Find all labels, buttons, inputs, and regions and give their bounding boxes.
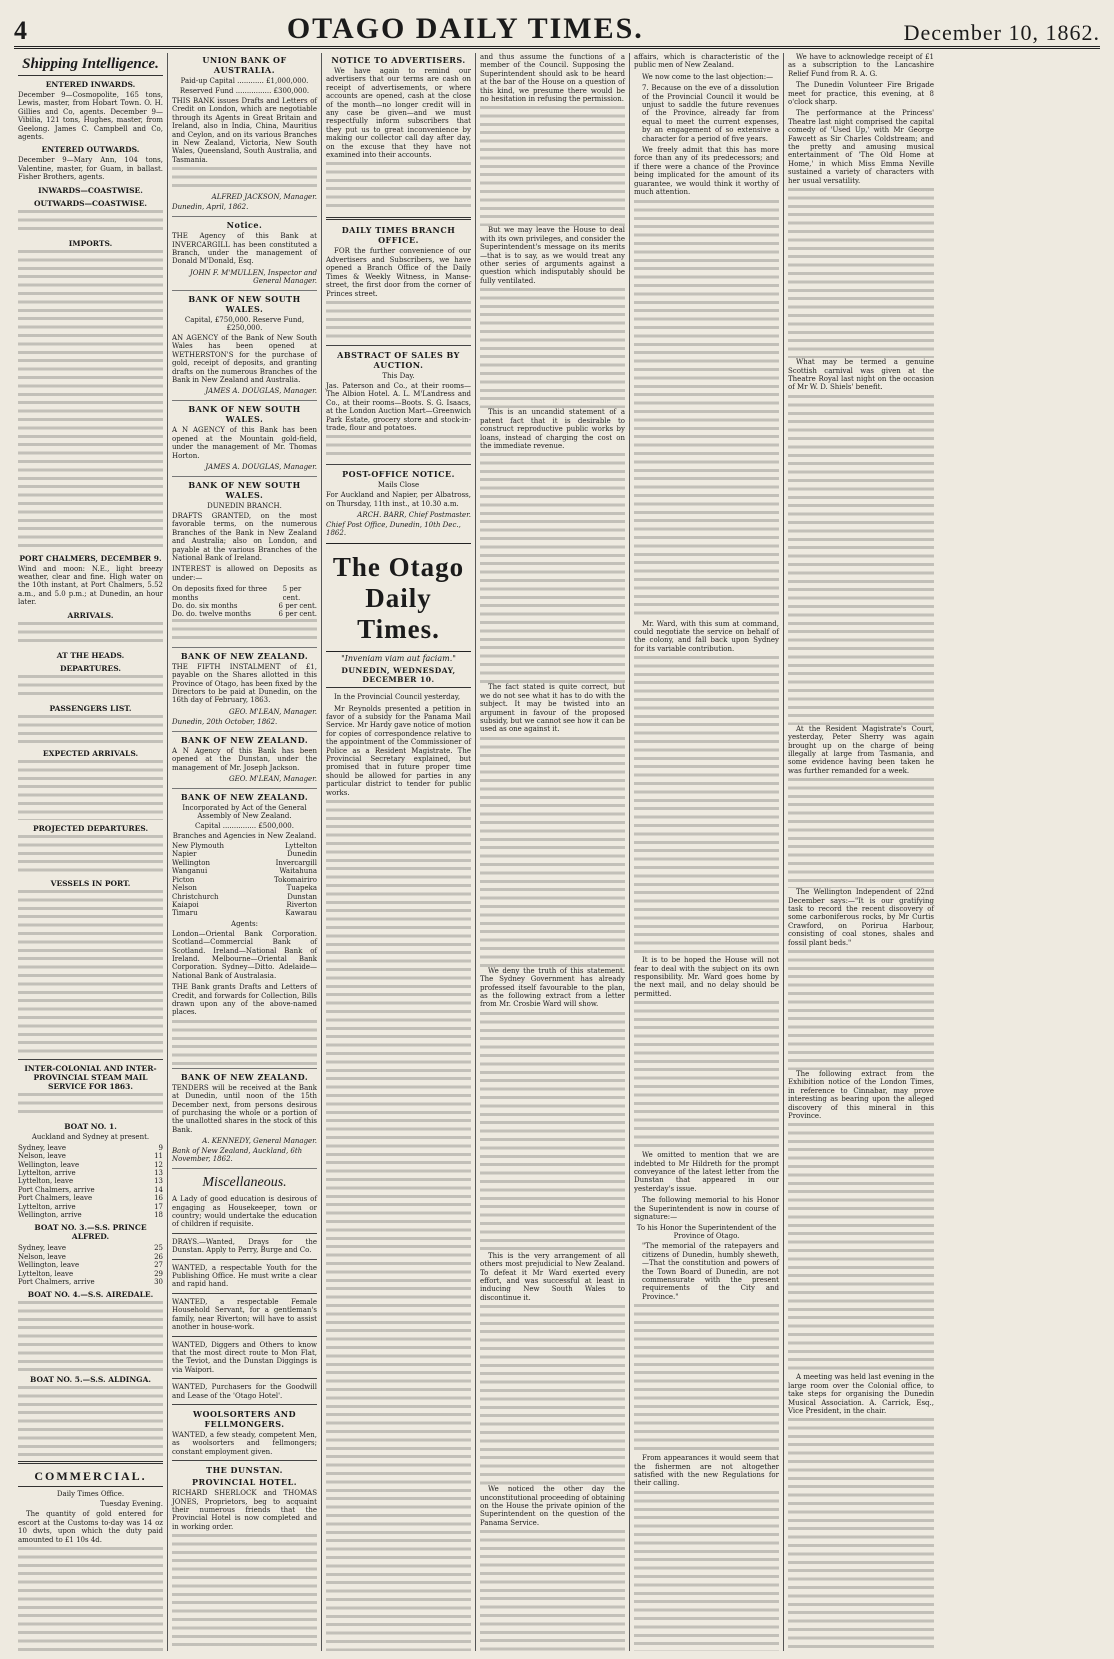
divider (326, 217, 471, 220)
article-text: In the Provincial Council yesterday, (334, 693, 461, 702)
article-quote: 7. Because on the eve of a dissolution of the Provincial Council it would be unjust to saddle the future revenues of the Province, already far from equal to meet the current expenses, by an engagement of so extensive a character for a period of five years. (642, 84, 779, 143)
at-the-heads-header: AT THE HEADS. (56, 650, 125, 660)
ad-signature: GEO. M'LEAN, Manager. (229, 775, 317, 784)
ad-title: BANK OF NEW ZEALAND. (180, 650, 309, 661)
table-row: Sydney, leave 25 (18, 1244, 163, 1253)
article-text: But we may leave the House to deal with its own privileges, and consider the Superintendent's message on its merits—that is to say, as we would treat any other series of arguments against a question which indisputably should be fully ventilated. (480, 226, 625, 285)
article-text-more (634, 1491, 779, 1651)
intercolonial-header: INTER-COLONIAL AND INTER-PROVINCIAL STEAM MAIL SERVICE FOR 1863. (24, 1063, 157, 1091)
bnsw2-ad (172, 404, 317, 477)
ad-title: BANK OF NEW SOUTH WALES. (188, 404, 301, 425)
ad-signature: A. KENNEDY, General Manager. (202, 1137, 317, 1146)
article-text: We deny the truth of this statement. The Sydney Government has already professed itself favourable to the plan, as the following extract from a letter from Mr. Crosbie Ward will show. (480, 966, 625, 1009)
news-item: The following extract from the Exhibition notice of the London Times, in reference to Cinnabar, may prove interesting as bearing upon the alleged discovery of this mineral in this Province. (788, 1070, 934, 1121)
notice-ad (172, 220, 317, 291)
article-text: We now come to the last objection:— (642, 72, 774, 81)
table-row: Sydney, leave 9 (18, 1143, 163, 1152)
expected-header: EXPECTED ARRIVALS. (42, 748, 139, 758)
ad-line: Capital, £750,000. Reserve Fund, £250,000. (184, 315, 305, 332)
commercial-title: COMMERCIAL. (18, 1469, 163, 1487)
ad-place: Dunedin, April, 1862. (172, 203, 249, 212)
article-text-more (480, 737, 625, 967)
ad-text: INTEREST is allowed on Deposits as under:— (172, 565, 317, 582)
ad-text: A N Agency of this Bank has been opened at the Dunstan, under the management of Mr. Joseph Jackson. (172, 746, 317, 772)
divider (18, 1059, 163, 1060)
ad-text-more (172, 1020, 317, 1065)
ad-text: AN AGENCY of the Bank of New South Wales has been opened at WETHERSTON'S for the purchase of gold, receipt of deposits, and granting drafts on the numerous Branches of the Bank in New Zealand and Australia. (172, 333, 317, 384)
misc-ad: A Lady of good education is desirous of engaging as Housekeeper, town or country; would undertake the education of children if requisite. (172, 1195, 317, 1229)
ad-title: Notice. (226, 220, 263, 231)
column-2 (168, 53, 322, 1651)
misc-ad: RICHARD SHERLOCK and THOMAS JONES, Proprietors, beg to acquaint their numerous friends that the Provincial Hotel is now completed and in working order. (172, 1489, 317, 1531)
table-row: Lyttelton, arrive 13 (18, 1168, 163, 1177)
table-row: Port Chalmers, arrive 14 (18, 1185, 163, 1194)
table-row: Nelson Tuapeka (172, 884, 317, 893)
motto: "Inveniam viam aut faciam." (341, 654, 456, 664)
table-row: Kaiapoi Riverton (172, 900, 317, 909)
article-text: It is to be hoped the House will not fear to deal with the subject on its own responsibility. Mr. Ward goes home by the next mail, and no delay should be permitted. (634, 956, 779, 998)
article-text: and thus assume the functions of a member of the Council. Supposing the Superintendent should ask to be heard at the bar of the House on a question of this kind, we presume there would be no hesitation in refusing the permission. (480, 53, 625, 104)
divider (172, 1460, 317, 1461)
ad-line: DUNEDIN BRANCH. (207, 501, 282, 510)
ad-line: Incorporated by Act of the General Assembly of New Zealand. (182, 804, 307, 821)
ad-signature: ALFRED JACKSON, Manager. (211, 193, 317, 202)
branch-office-more (326, 301, 471, 341)
notice-text: We have again to remind our advertisers that our terms are cash on receipt of advertisements, or where accounts are opened, cash at the close of the month—no longer credit will in any case be given—and we must respectfully inform subscribers that they put us to great inconvenience by making our collector call day after day, on the excuse that they have not examined into their accounts. (326, 67, 471, 160)
arrivals-text (18, 622, 163, 647)
ad-text-more (172, 167, 317, 192)
table-row: Wanganui Waitahuna (172, 867, 317, 876)
imports-text (18, 250, 163, 550)
article-text: We noticed the other day the unconstitutional proceeding of obtaining on the House the private opinion of the Superintendent on the question of the Panama Service. (480, 1485, 625, 1527)
article-text: This is an uncandid statement of a patent fact that it is desirable to construct reproductive public works by loans, instead of charging the cost on the immediate revenue. (480, 408, 625, 450)
article-text: Mr. Ward, with this sum at command, could negotiate the service on behalf of the colony, and fall back upon Sydney for its variable contribution. (634, 619, 779, 653)
port-chalmers-header: PORT CHALMERS, DECEMBER 9. (19, 553, 162, 563)
ad-title: BANK OF NEW SOUTH WALES. (188, 479, 301, 500)
table-row: Wellington, arrive 18 (18, 1210, 163, 1219)
article-text-more (480, 1305, 625, 1485)
misc-ad: WANTED, Purchasers for the Goodwill and Lease of the 'Otago Hotel'. (172, 1383, 317, 1400)
ad-title: PROVINCIAL HOTEL. (192, 1477, 297, 1488)
commercial-date: Tuesday Evening. (100, 1500, 163, 1509)
table-row: Timaru Kawarau (172, 909, 317, 918)
notice-title: NOTICE TO ADVERTISERS. (331, 55, 466, 65)
arrivals-header: ARRIVALS. (67, 610, 114, 620)
ad-text: TENDERS will be received at the Bank at Dunedin, until noon of the 15th December next, from persons desirous of purchasing the whole or a portion of the unallotted shares in the stock of this Bank. (172, 1083, 317, 1134)
ad-text: A N AGENCY of this Bank has been opened at the Mountain gold-field, under the management of Mr. Thomas Horton. (172, 426, 317, 460)
ad-text: THE FIFTH INSTALMENT of £1, payable on the Shares allotted in this Province of Otago, has been fixed by the Directors to be paid at Dunedin, on the 16th day of February, 1863. (172, 662, 317, 705)
article-text: The following memorial to his Honor the Superintendent is now in course of signature:— (634, 1196, 779, 1221)
boat-3-header: BOAT NO. 3.—S.S. PRINCE ALFRED. (34, 1223, 147, 1242)
ad-text: London—Oriental Bank Corporation. Scotland—Commercial Bank of Scotland. Ireland—National Bank of Ireland. Melbourne—Oriental Bank Corporation. Sydney—Ditto. Adelaide—National Bank of Australasia. (172, 929, 317, 980)
bnz4-ad (172, 1072, 317, 1169)
post-office-signature: ARCH. BARR, Chief Postmaster. (357, 511, 471, 520)
branch-office-text: FOR the further convenience of our Advertisers and Subscribers, we have opened a Branch Office of the Daily Times & Weekly Witness, in Manse-street, the first door from the corner of Princes street. (326, 247, 471, 298)
divider (172, 1259, 317, 1260)
imports-header: IMPORTS. (68, 238, 113, 248)
ad-title: BANK OF NEW SOUTH WALES. (188, 293, 301, 314)
boat-5-header: BOAT NO. 5.—S.S. ALDINGA. (29, 1375, 152, 1385)
column-5 (630, 53, 784, 1651)
projected-text (18, 835, 163, 875)
boat-3-table (18, 1244, 163, 1286)
table-row: Nelson, leave 26 (18, 1252, 163, 1261)
article-text-more (480, 453, 625, 683)
ad-title: BANK OF NEW ZEALAND. (180, 734, 309, 745)
divider (326, 464, 471, 465)
ad-title: BANK OF NEW ZEALAND. (180, 792, 309, 803)
ad-title: THE DUNSTAN. (206, 1465, 283, 1476)
misc-ad: DRAYS.—Wanted, Drays for the Dunstan. Apply to Perry, Burge and Co. (172, 1237, 317, 1255)
post-office-title: POST-OFFICE NOTICE. (342, 469, 455, 480)
article-text-more (480, 1012, 625, 1252)
news-item-more (788, 1418, 934, 1651)
ad-line: Paid-up Capital ............ £1,000,000. (180, 77, 309, 85)
table-row: Nelson, leave 11 (18, 1152, 163, 1161)
divider (172, 1233, 317, 1234)
intercolonial-text (18, 1093, 163, 1118)
news-item: What may be termed a genuine Scottish carnival was given at the Theatre Royal last night on the occasion of Mr W. D. Shiels' benefit. (788, 358, 934, 392)
projected-header: PROJECTED DEPARTURES. (32, 823, 149, 833)
table-row: Wellington, leave 27 (18, 1261, 163, 1270)
misc-ad: WANTED, a respectable Youth for the Publishing Office. He must write a clear and rapid hand. (172, 1263, 317, 1289)
misc-ad: WANTED, a respectable Female Household Servant, for a gentleman's family, near Riverton; will have to assist another in house-work. (172, 1297, 317, 1332)
misc-ad: WANTED, Diggers and Others to know that the most direct route to Mon Flat, the Teviot, and the Dunstan Diggings is via Waipori. (172, 1340, 317, 1374)
dateline: DUNEDIN, WEDNESDAY, DECEMBER 10. (326, 666, 471, 688)
news-item: At the Resident Magistrate's Court, yesterday, Peter Sherry was again brought up on the charge of being illegally at large from Tasmania, and some evidence having been taken he was further remanded for a week. (788, 724, 934, 775)
masthead (14, 10, 1100, 49)
boat-1-header: BOAT NO. 1. (64, 1121, 117, 1131)
departures-text (18, 675, 163, 700)
bnz3-ad (172, 792, 317, 1069)
ad-text: THIS BANK issues Drafts and Letters of Credit on London, which are negotiable through its Agents in Great Britain and Ireland, also in India, China, Mauritius and Ceylon, and on its various Branches in New Zealand, Victoria, New South Wales, Queensland, South Australia, and Tasmania. (172, 97, 317, 164)
column-3 (322, 53, 476, 1651)
news-item: We have to acknowledge receipt of £1 as a subscription to the Lancashire Relief Fund from R. A. G. (788, 53, 934, 78)
ad-signature: JAMES A. DOUGLAS, Manager. (205, 462, 317, 471)
inwards-coastwise-header: INWARDS—COASTWISE. (38, 185, 143, 195)
shipping-title: Shipping Intelligence. (18, 56, 163, 76)
news-item-more (788, 950, 934, 1070)
table-row: Do. do. twelve months 6 per cent. (172, 610, 317, 619)
divider (172, 1336, 317, 1337)
bnz2-ad (172, 735, 317, 789)
entered-outwards-header: ENTERED OUTWARDS. (41, 145, 140, 155)
news-item-more (788, 778, 934, 888)
abstract-more (326, 435, 471, 460)
article-text: We omitted to mention that we are indebted to Mr Hildreth for the prompt conveyance of the latest letter from the Dunstan that appeared in our yesterday's issue. (634, 1151, 779, 1193)
table-row: Lyttelton, leave 29 (18, 1269, 163, 1278)
bnz-ad (172, 651, 317, 732)
departures-header: DEPARTURES. (59, 663, 122, 673)
commercial-body (18, 1547, 163, 1651)
table-row: Wellington Invercargill (172, 858, 317, 867)
article-text-more (480, 106, 625, 226)
abstract-title: ABSTRACT OF SALES BY AUCTION. (337, 349, 460, 370)
news-item-more (788, 188, 934, 358)
column-1 (14, 53, 168, 1651)
page-number: 4 (14, 16, 27, 45)
vessels-header: VESSELS IN PORT. (50, 878, 131, 888)
table-row: On deposits fixed for three months 5 per cent. (172, 585, 302, 602)
port-chalmers-text: Wind and moon: N.E., light breezy weather, clear and fine. High water on the 10th instant, at Port Chalmers, 5.52 a.m., and 5.0 p.m.; at Dunedin, an hour later. (18, 564, 163, 607)
nameplate: The Otago Daily Times. (326, 543, 471, 652)
divider (172, 1293, 317, 1294)
text-block (18, 210, 163, 235)
ad-text: THE Agency of this Bank at INVERCARGILL has been constituted a Branch, under the management of Donald M'Donald, Esq. (172, 232, 317, 266)
boat-5-table (18, 1386, 163, 1456)
article-text: affairs, which is characteristic of the public men of New Zealand. (634, 53, 779, 70)
news-item: The Dunedin Volunteer Fire Brigade meet for practice, this evening, at 8 o'clock sharp. (788, 81, 934, 107)
ad-line: Reserved Fund ................ £300,000. (179, 87, 310, 95)
memorial-header: To his Honor the Superintendent of the Province of Otago. (636, 1224, 777, 1241)
abstract-sub: This Day. (382, 371, 415, 380)
ad-place: Dunedin, 20th October, 1862. (172, 717, 278, 726)
ad-signature: JOHN F. M'MULLEN, Inspector and General Manager. (189, 268, 317, 285)
ad-text-more (172, 1534, 317, 1651)
outwards-coastwise-header: OUTWARDS—COASTWISE. (33, 198, 148, 208)
table-row: New Plymouth Lyttelton (172, 842, 317, 851)
article-text-more (634, 1001, 779, 1151)
passengers-header: PASSENGERS LIST. (49, 703, 132, 713)
table-row: Wellington, leave 12 (18, 1160, 163, 1169)
article-text-more (480, 1530, 625, 1651)
article-text-more (634, 656, 779, 956)
boat-4-table (18, 1301, 163, 1371)
ad-text: DRAFTS GRANTED, on the most favorable terms, on the numerous Branches of the Bank in New Zealand and Australia; also on London, and payable at the various Branches of the National Bank of Ireland. (172, 511, 317, 562)
article-text: This is the very arrangement of all others most prejudicial to New Zealand. To defeat it Mr Ward exerted every effort, and was successful at least in inducing New South Wales to discontinue it. (480, 1251, 625, 1302)
table-row: Christchurch Dunstan (172, 892, 317, 901)
divider (18, 1461, 163, 1464)
commercial-office: Daily Times Office. (56, 1490, 125, 1499)
commercial-text: The quantity of gold entered for escort at the Customs to-day was 14 oz 10 dwts, upon which the duty paid amounted to £1 10s 4d. (18, 1510, 163, 1544)
memorial-more (634, 1304, 779, 1454)
boat-1-sub: Auckland and Sydney at present. (31, 1132, 150, 1141)
divider (172, 1378, 317, 1379)
ad-line: Agents: (231, 919, 258, 928)
article-text-more (634, 200, 779, 620)
table-row: Lyttelton, leave 13 (18, 1177, 163, 1186)
article-text-more (326, 800, 471, 1651)
ad-title: WOOLSORTERS AND FELLMONGERS. (192, 1408, 297, 1429)
table-row: Lyttelton, arrive 17 (18, 1202, 163, 1211)
article-text: We freely admit that this has more force than any of its predecessors; and if there were a chance of the Province being implicated for the amount of its guarantee, we would think it worthy of much attention. (634, 146, 779, 197)
entered-inwards-header: ENTERED INWARDS. (45, 80, 136, 89)
ad-title: BANK OF NEW ZEALAND. (180, 1071, 309, 1082)
divider (172, 1404, 317, 1405)
union-bank-ad (172, 55, 317, 217)
table-row: Do. do. six months 6 per cent. (172, 602, 317, 610)
ad-signature: GEO. M'LEAN, Manager. (229, 707, 317, 716)
table-row: Picton Tokomairiro (172, 875, 317, 884)
ad-text: THE Bank grants Drafts and Letters of Credit, and forwards for Collection, Bills drawn upon any of the above-named places. (172, 983, 317, 1017)
vessels-text (18, 890, 163, 1055)
news-item: The performance at the Princess' Theatre last night comprised the capital comedy of 'Used Up,' with Mr George Fawcett as Sir Charles Coldstream; and the pretty and amusing musical entertainment of 'The Old Home at Home,' in which Miss Emma Neville sustained a variety of characters with her usual versatility. (788, 109, 934, 185)
boat-1-table (18, 1144, 163, 1220)
table-row: Napier Dunedin (172, 850, 317, 859)
memorial-text: "The memorial of the ratepayers and citizens of Dunedin, humbly sheweth,—That the constitution and powers of the Town Board of Dunedin, are not commensurate with the present requirements of the City and Province." (642, 1242, 779, 1301)
ad-place: Bank of New Zealand, Auckland, 6th November, 1862. (172, 1147, 303, 1164)
news-item-more (788, 1123, 934, 1373)
entered-outwards-text: December 9—Mary Ann, 104 tons, Valentine, master, for Guam, in ballast. Fisher Brothers, agents. (18, 156, 163, 182)
ad-signature: JAMES A. DOUGLAS, Manager. (205, 387, 317, 396)
article-text-more (480, 288, 625, 408)
boat-4-header: BOAT NO. 4.—S.S. AIREDALE. (27, 1290, 154, 1300)
bnsw-ad (172, 294, 317, 401)
column-6 (784, 53, 938, 1651)
article-text: From appearances it would seem that the fishermen are not altogether satisfied with the new Regulations for their calling. (634, 1454, 779, 1488)
ad-text-more (172, 619, 317, 644)
post-office-text: For Auckland and Napier, per Albatross, on Thursday, 11th inst., at 10.30 a.m. (326, 491, 471, 508)
ad-line: Capital ............... £500,000. (195, 822, 294, 831)
columns (14, 53, 1100, 1651)
issue-date: December 10, 1862. (903, 20, 1100, 45)
post-office-sub: Mails Close (377, 481, 420, 490)
article-text: Mr Reynolds presented a petition in favor of a subsidy for the Panama Mail Service. Mr Hardy gave notice of motion for copies of correspondence relative to the appointment of the Commissioner of Police as a Resident Magistrate. The Provincial Secretary explained, but promised that in future proper time should be allowed for parties in any particular district to tender for public works. (326, 704, 471, 797)
bnsw3-ad (172, 480, 317, 648)
passengers-text (18, 715, 163, 745)
table-row: Port Chalmers, leave 16 (18, 1194, 163, 1203)
post-office-place: Chief Post Office, Dunedin, 10th Dec., 1862. (326, 521, 461, 538)
divider (326, 345, 471, 346)
miscellaneous-title: Miscellaneous. (202, 1175, 287, 1191)
notice-text-more (326, 162, 471, 212)
expected-text (18, 760, 163, 820)
news-item: A meeting was held last evening in the large room over the Colonial office, to take steps for organising the Dunedin Musical Association. A. Carrick, Esq., Vice President, in the chair. (788, 1373, 934, 1416)
misc-ad: WANTED, a few steady, competent Men, as woolsorters and fellmongers; constant employment given. (172, 1430, 317, 1456)
newspaper-title: OTAGO DAILY TIMES. (286, 12, 644, 45)
entered-inwards-text: December 9—Cosmopolite, 165 tons, Lewis, master, from Hobart Town. O. H. Gillies and Co, agents. December 9—Vibilia, 121 tons, Hughes, master, from Geelong. James C. Campbell and Co, agents. (18, 91, 163, 142)
branch-office-title: DAILY TIMES BRANCH OFFICE. (341, 225, 456, 246)
abstract-text: Jas. Paterson and Co., at their rooms—The Albion Hotel. A. L. M'Landress and Co., at their rooms—Boots. S. G. Isaacs, at the London Auction Mart—Greenwich Park Estate, grocery store and stock-in-trade, flour and potatoes. (326, 381, 471, 432)
article-text: The fact stated is quite correct, but we do not see what it has to do with the subject. It may be twisted into an argument in favour of the proposed subsidy, but we cannot see how it can be used as one against it. (480, 683, 625, 734)
news-item-more (788, 395, 934, 725)
table-row: Port Chalmers, arrive 30 (18, 1277, 163, 1286)
ad-title: UNION BANK OF AUSTRALIA. (202, 55, 287, 75)
column-4 (476, 53, 630, 1651)
news-item: The Wellington Independent of 22nd December says:—"It is our gratifying task to record the recent discovery of some carboniferous rocks, by Mr Curtis Crawford, on Porirua Harbour, consisting of coal stones, shales and fossil plant beds." (788, 888, 934, 947)
ad-line: Branches and Agencies in New Zealand. (172, 832, 317, 841)
